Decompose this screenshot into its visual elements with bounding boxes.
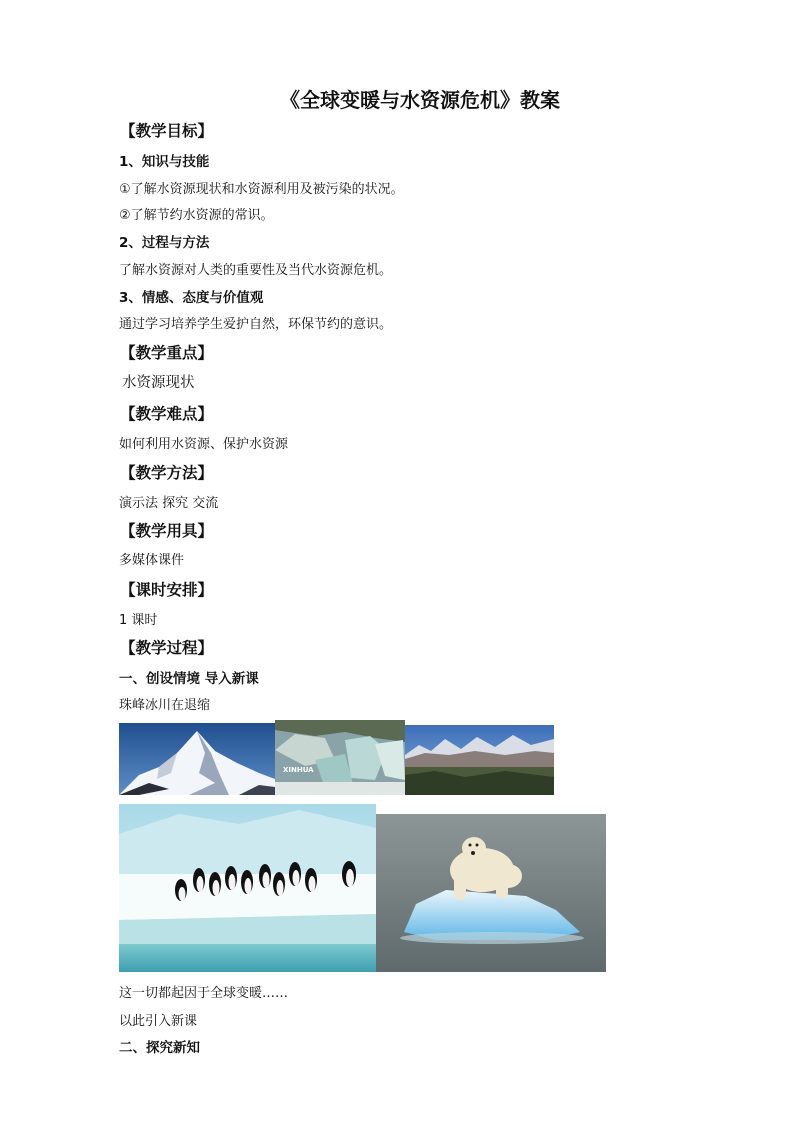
knowledge-item-2: ②了解节约水资源的常识。 (119, 208, 274, 223)
knowledge-item-1: ①了解水资源现状和水资源利用及被污染的状况。 (119, 182, 404, 197)
attitude-text: 通过学习培养学生爱护自然，环保节约的意识。 (119, 317, 393, 332)
heading-procedure: 【教学过程】 (120, 639, 214, 657)
heading-step1: 一、创设情境 导入新课 (119, 671, 259, 687)
heading-objectives: 【教学目标】 (120, 122, 214, 140)
tools-text: 多媒体课件 (119, 553, 185, 568)
glacier-ice-photo (275, 720, 405, 795)
step1-text: 珠峰冰川在退缩 (119, 698, 211, 713)
penguins-on-ice-photo (119, 804, 376, 972)
heading-schedule: 【课时安排】 (120, 581, 214, 599)
methods-text: 演示法 探究 交流 (119, 496, 219, 511)
polar-bear-on-iceberg-photo (376, 814, 606, 972)
heading-difficulties: 【教学难点】 (120, 405, 214, 423)
mountain-range-photo (405, 725, 554, 795)
document-title: 《全球变暖与水资源危机》教案 (280, 88, 560, 112)
difficulties-text: 如何利用水资源、保护水资源 (119, 437, 289, 452)
heading-methods: 【教学方法】 (120, 464, 214, 482)
heading-attitude: 3、情感、态度与价值观 (119, 290, 264, 306)
after-images-text-1: 这一切都起因于全球变暖…… (119, 986, 289, 1001)
heading-knowledge: 1、知识与技能 (119, 154, 210, 170)
heading-tools: 【教学用具】 (120, 522, 214, 540)
after-images-text-2: 以此引入新课 (119, 1014, 198, 1029)
watermark-text: XINHUA (283, 766, 314, 774)
heading-key-points: 【教学重点】 (120, 344, 214, 362)
key-points-text: 水资源现状 (122, 375, 195, 391)
mountain-peak-photo (119, 723, 275, 795)
heading-process: 2、过程与方法 (119, 235, 210, 251)
schedule-text: 1 课时 (119, 613, 158, 628)
heading-step2: 二、探究新知 (119, 1040, 200, 1056)
process-text: 了解水资源对人类的重要性及当代水资源危机。 (119, 263, 393, 278)
